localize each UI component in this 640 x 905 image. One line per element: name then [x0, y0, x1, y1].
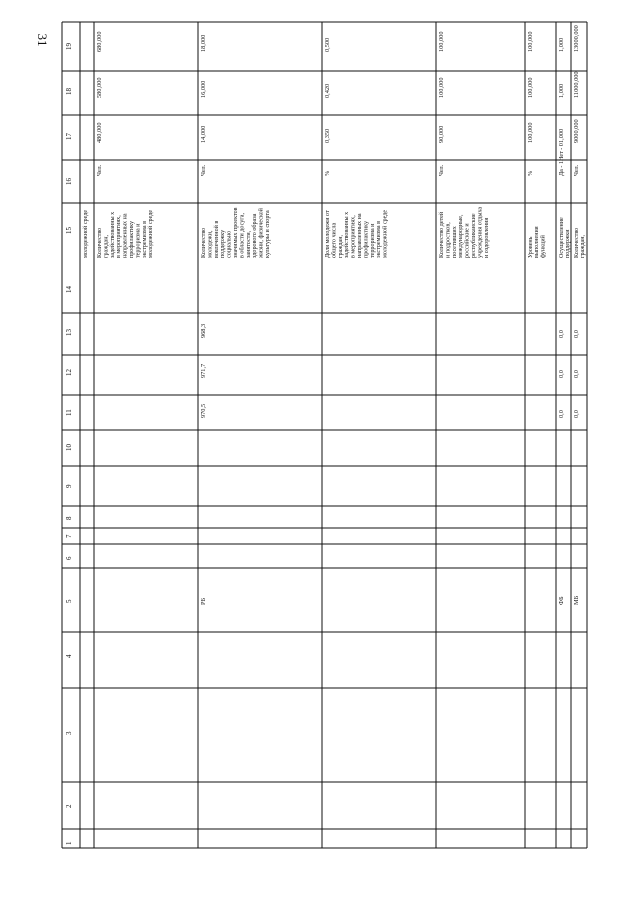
indicator-name: экстремизма в — [376, 221, 383, 258]
column-header-15: 15 — [65, 227, 73, 234]
indicator-name: граждан, — [580, 234, 587, 258]
indicator-name: здорового образа — [252, 213, 259, 258]
cell-value-col11: 970,5 — [200, 403, 207, 418]
column-header-3: 3 — [65, 731, 73, 735]
unit-label: % — [325, 170, 331, 176]
indicator-name: значимых проектов — [233, 207, 239, 258]
cell-value-col12: 0,0 — [558, 370, 565, 378]
column-header-4: 4 — [65, 654, 73, 658]
indicator-name: в области досуга, — [239, 213, 246, 258]
page-number: 31 — [35, 33, 50, 47]
cell-value-col18: 11000,000 — [573, 71, 580, 98]
cell-value-col13: 0,0 — [558, 330, 565, 338]
indicator-name: культуры и спорта — [265, 210, 271, 258]
cell-value-col19: 100,000 — [438, 31, 445, 52]
cell-value-col5: МБ — [573, 595, 580, 605]
cell-value-col18: 100,000 — [527, 77, 534, 98]
indicator-name: молодежной среде — [382, 209, 389, 258]
unit-label: Чел. — [201, 164, 207, 176]
indicator-name: профилактику — [129, 220, 135, 258]
cell-value-col19: 680,000 — [96, 31, 103, 52]
indicator-name: профилактику — [363, 220, 370, 258]
indicator-name: занятости, — [245, 230, 252, 258]
indicator-name: вовлеченной в — [213, 220, 220, 258]
cell-value-col5: ФБ — [558, 596, 565, 605]
cell-value-col18: 16,000 — [200, 80, 207, 98]
unit-label: Чел. — [439, 164, 445, 176]
indicator-name: социально — [226, 230, 233, 258]
indicator-name: молодежи, — [207, 230, 214, 258]
cell-value-col17: 480,000 — [96, 122, 103, 143]
indicator-name: общего числа — [331, 222, 338, 258]
indicator-name: Количество — [97, 227, 103, 258]
cell-value-col18: 580,000 — [96, 77, 103, 98]
cell-value-col19: 18,000 — [200, 34, 207, 52]
cell-value-col13: 968,3 — [200, 323, 207, 338]
cell-value-col19: 100,000 — [527, 31, 534, 52]
column-header-7: 7 — [65, 534, 73, 538]
indicator-name: Количество — [574, 227, 580, 258]
indicator-name: Уровень — [528, 236, 534, 258]
column-header-11: 11 — [65, 409, 73, 416]
cell-value-col18: 100,000 — [438, 77, 445, 98]
cell-value-col11: 0,0 — [573, 410, 580, 418]
cell-value-col17: 9000,000 — [573, 119, 580, 143]
indicator-name: в мероприятиях, — [116, 215, 123, 258]
indicator-name: функций — [540, 235, 547, 258]
cell-value-col17: 1,000 — [558, 128, 565, 143]
indicator-name: задействованны х — [109, 211, 116, 258]
indicator-name: задействованны х — [344, 211, 351, 258]
column-header-19: 19 — [65, 43, 73, 50]
indicator-name: Доля молодежи от — [325, 210, 331, 258]
indicator-name: поддержку — [220, 229, 227, 258]
cell-value-col5: РБ — [200, 597, 207, 605]
indicator-name: выполнения — [534, 226, 541, 258]
column-header-9: 9 — [65, 484, 73, 488]
indicator-name: терроризма и — [135, 223, 142, 258]
indicator-name: Количество детей — [439, 211, 445, 258]
indicator-name: российские и — [464, 223, 471, 258]
indicator-name: учреждения отдыха — [477, 206, 484, 258]
cell-value-col17: 14,000 — [200, 125, 207, 143]
indicator-name: поддержки — [565, 229, 572, 258]
column-header-2: 2 — [65, 804, 73, 808]
column-header-13: 13 — [65, 329, 73, 336]
indicator-name: терроризма и — [369, 223, 376, 258]
column-header-8: 8 — [65, 516, 73, 520]
cell-value-col12: 971,7 — [200, 363, 207, 378]
cell-value-col11: 0,0 — [558, 410, 565, 418]
indicator-name: республиканские — [471, 213, 477, 258]
indicator-name: в мероприятиях, — [350, 215, 357, 258]
indicator-name: и подростков, — [445, 222, 452, 258]
column-header-18: 18 — [65, 88, 73, 95]
column-header-1: 1 — [65, 841, 73, 845]
unit-label: Чел. — [97, 164, 103, 176]
indicator-name: международные, — [458, 214, 465, 258]
column-header-14: 14 — [65, 286, 73, 293]
indicator-name: жизни, физической — [258, 208, 265, 258]
column-header-10: 10 — [65, 444, 73, 451]
indicator-name: молодежной среде — [83, 209, 89, 258]
column-header-12: 12 — [65, 369, 73, 376]
cell-value-col19: 13000,000 — [573, 25, 580, 52]
column-header-16: 16 — [65, 178, 73, 185]
indicator-name: экстремизма в — [141, 221, 148, 258]
indicator-name: Количество — [201, 227, 207, 258]
cell-value-col17: 100,000 — [527, 122, 534, 143]
cell-value-col19: 0,500 — [324, 37, 331, 52]
indicator-name: направленных на — [122, 213, 129, 258]
indicator-name: и оздоровления — [483, 217, 490, 258]
indicator-name: направленных на — [357, 213, 363, 258]
cell-value-col17: 90,000 — [438, 125, 445, 143]
unit-label: Чел. — [574, 164, 580, 176]
cell-value-col18: 1,000 — [558, 83, 565, 98]
cell-value-col19: 1,000 — [558, 37, 565, 52]
cell-value-col12: 0,0 — [573, 370, 580, 378]
indicator-name: Осуществление — [559, 217, 565, 258]
indicator-name: посетивших — [451, 226, 458, 258]
cell-value-col17: 0,350 — [324, 128, 331, 143]
indicator-name: молодежной среде — [148, 209, 155, 258]
indicator-name: граждан, — [337, 234, 344, 258]
column-header-17: 17 — [65, 133, 73, 140]
cell-value-col13: 0,0 — [573, 330, 580, 338]
unit-label: Да - 1Нет - 0 — [559, 143, 565, 176]
unit-label: % — [528, 170, 534, 176]
cell-value-col18: 0,420 — [324, 83, 331, 98]
column-header-6: 6 — [65, 556, 73, 560]
indicator-name: граждан, — [103, 234, 110, 258]
column-header-5: 5 — [65, 599, 73, 603]
